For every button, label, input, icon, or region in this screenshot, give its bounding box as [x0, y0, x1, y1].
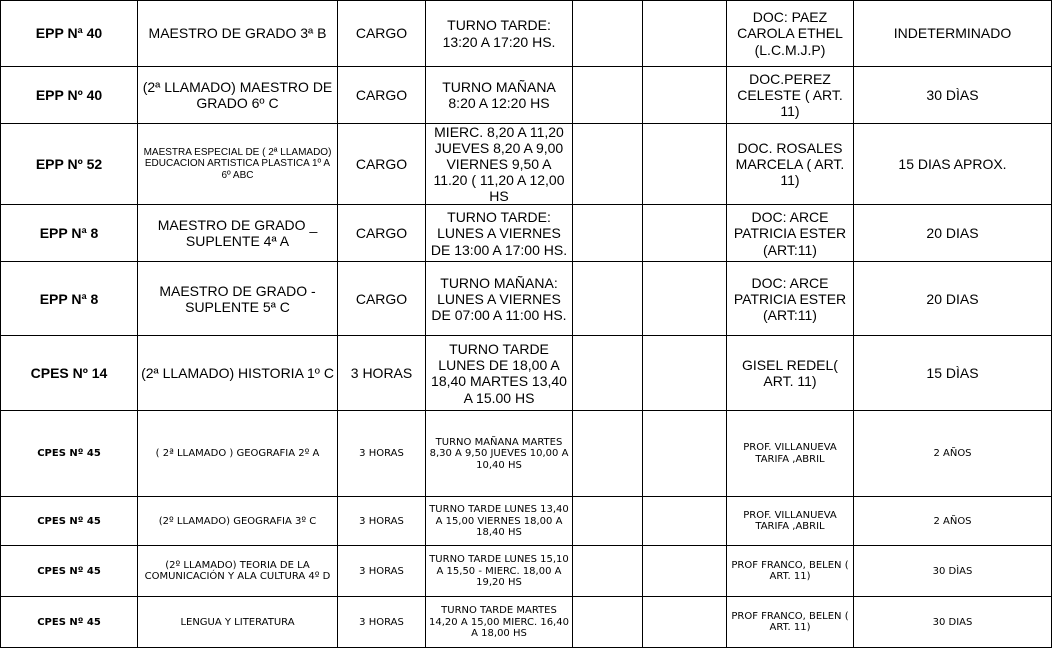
duration-cell: 2 AÑOS	[854, 497, 1052, 546]
table-row	[1, 336, 1052, 411]
type-cell: CARGO	[338, 67, 426, 124]
schedule-cell: TURNO MAÑANA 8:20 A 12:20 HS	[426, 67, 573, 124]
teacher-cell: PROF. VILLANUEVA TARIFA ,ABRIL	[727, 497, 854, 546]
empty-cell	[573, 336, 643, 411]
teacher-cell: DOC.PEREZ CELESTE ( ART. 11)	[727, 67, 854, 124]
school-cell: CPES Nº 14	[1, 336, 138, 411]
empty-cell	[643, 597, 727, 648]
teacher-cell: DOC: ARCE PATRICIA ESTER (ART:11)	[727, 205, 854, 262]
schedule-cell: TURNO MAÑANA: LUNES A VIERNES DE 07:00 A 11:00 HS.	[426, 262, 573, 336]
position-cell: (2ª LLAMADO) MAESTRO DE GRADO 6º C	[138, 67, 338, 124]
empty-cell	[573, 1, 643, 67]
type-cell: 3 HORAS	[338, 497, 426, 546]
empty-cell	[573, 411, 643, 497]
duration-cell: 30 DIAS	[854, 597, 1052, 648]
empty-cell	[643, 497, 727, 546]
duration-cell: INDETERMINADO	[854, 1, 1052, 67]
type-cell: 3 HORAS	[338, 597, 426, 648]
position-cell: LENGUA Y LITERATURA	[138, 597, 338, 648]
position-cell: MAESTRO DE GRADO _ SUPLENTE 4ª A	[138, 205, 338, 262]
position-cell: (2º LLAMADO) TEORIA DE LA COMUNICACIÓN Y ALA CULTURA 4º D	[138, 546, 338, 597]
empty-cell	[573, 67, 643, 124]
type-cell: CARGO	[338, 124, 426, 205]
empty-cell	[643, 1, 727, 67]
teacher-cell: DOC. ROSALES MARCELA ( ART. 11)	[727, 124, 854, 205]
position-cell: MAESTRA ESPECIAL DE ( 2ª LLAMADO) EDUCACION ARTISTICA PLASTICA 1º A 6º ABC	[138, 124, 338, 205]
empty-cell	[643, 336, 727, 411]
empty-cell	[643, 546, 727, 597]
empty-cell	[573, 205, 643, 262]
school-cell: EPP Nª 8	[1, 205, 138, 262]
school-cell: EPP Nª 8	[1, 262, 138, 336]
school-cell: EPP Nº 40	[1, 67, 138, 124]
empty-cell	[573, 124, 643, 205]
schedule-cell: TURNO TARDE LUNES 13,40 A 15,00 VIERNES 18,00 A 18,40 HS	[426, 497, 573, 546]
table-row	[1, 67, 1052, 124]
table-row	[1, 497, 1052, 546]
type-cell: CARGO	[338, 262, 426, 336]
type-cell: CARGO	[338, 205, 426, 262]
duration-cell: 20 DIAS	[854, 205, 1052, 262]
position-cell: MAESTRO DE GRADO - SUPLENTE 5ª C	[138, 262, 338, 336]
school-cell: CPES Nº 45	[1, 411, 138, 497]
empty-cell	[643, 67, 727, 124]
teacher-cell: PROF FRANCO, BELEN ( ART. 11)	[727, 546, 854, 597]
teacher-cell: PROF FRANCO, BELEN ( ART. 11)	[727, 597, 854, 648]
position-cell: MAESTRO DE GRADO 3ª B	[138, 1, 338, 67]
teacher-cell: PROF. VILLANUEVA TARIFA ,ABRIL	[727, 411, 854, 497]
type-cell: 3 HORAS	[338, 411, 426, 497]
table-row	[1, 1, 1052, 67]
teacher-cell: DOC: PAEZ CAROLA ETHEL (L.C.M.J.P)	[727, 1, 854, 67]
table-row	[1, 411, 1052, 497]
schedule-cell: TURNO TARDE MARTES 14,20 A 15,00 MIERC. 16,40 A 18,00 HS	[426, 597, 573, 648]
school-cell: CPES Nº 45	[1, 546, 138, 597]
empty-cell	[643, 262, 727, 336]
position-cell: ( 2ª LLAMADO ) GEOGRAFIA 2º A	[138, 411, 338, 497]
teacher-cell: DOC: ARCE PATRICIA ESTER (ART:11)	[727, 262, 854, 336]
school-cell: CPES Nº 45	[1, 497, 138, 546]
table-row	[1, 124, 1052, 205]
empty-cell	[573, 546, 643, 597]
duration-cell: 15 DÌAS	[854, 336, 1052, 411]
duration-cell: 30 DÌAS	[854, 546, 1052, 597]
position-cell: (2ª LLAMADO) HISTORIA 1º C	[138, 336, 338, 411]
schedule-cell: TURNO TARDE LUNES DE 18,00 A 18,40 MARTES 13,40 A 15.00 HS	[426, 336, 573, 411]
school-cell: CPES Nº 45	[1, 597, 138, 648]
type-cell: CARGO	[338, 1, 426, 67]
type-cell: 3 HORAS	[338, 546, 426, 597]
empty-cell	[643, 124, 727, 205]
schedule-cell: TURNO TARDE: 13:20 A 17:20 HS.	[426, 1, 573, 67]
teacher-cell: GISEL REDEL( ART. 11)	[727, 336, 854, 411]
duration-cell: 2 AÑOS	[854, 411, 1052, 497]
schedule-cell: MIERC. 8,20 A 11,20 JUEVES 8,20 A 9,00 VIERNES 9,50 A 11.20 ( 11,20 A 12,00 HS	[426, 124, 573, 205]
schedule-cell: TURNO TARDE: LUNES A VIERNES DE 13:00 A 17:00 HS.	[426, 205, 573, 262]
table-row	[1, 546, 1052, 597]
table-row	[1, 597, 1052, 648]
empty-cell	[643, 205, 727, 262]
position-cell: (2º LLAMADO) GEOGRAFIA 3º C	[138, 497, 338, 546]
empty-cell	[643, 411, 727, 497]
schedule-cell: TURNO TARDE LUNES 15,10 A 15,50 - MIERC. 18,00 A 19,20 HS	[426, 546, 573, 597]
duration-cell: 30 DÌAS	[854, 67, 1052, 124]
table-row	[1, 262, 1052, 336]
school-cell: EPP Nº 52	[1, 124, 138, 205]
type-cell: 3 HORAS	[338, 336, 426, 411]
duration-cell: 15 DIAS APROX.	[854, 124, 1052, 205]
empty-cell	[573, 262, 643, 336]
duration-cell: 20 DIAS	[854, 262, 1052, 336]
empty-cell	[573, 597, 643, 648]
schedule-cell: TURNO MAÑANA MARTES 8,30 A 9,50 JUEVES 10,00 A 10,40 HS	[426, 411, 573, 497]
table-row	[1, 205, 1052, 262]
empty-cell	[573, 497, 643, 546]
school-cell: EPP Nª 40	[1, 1, 138, 67]
